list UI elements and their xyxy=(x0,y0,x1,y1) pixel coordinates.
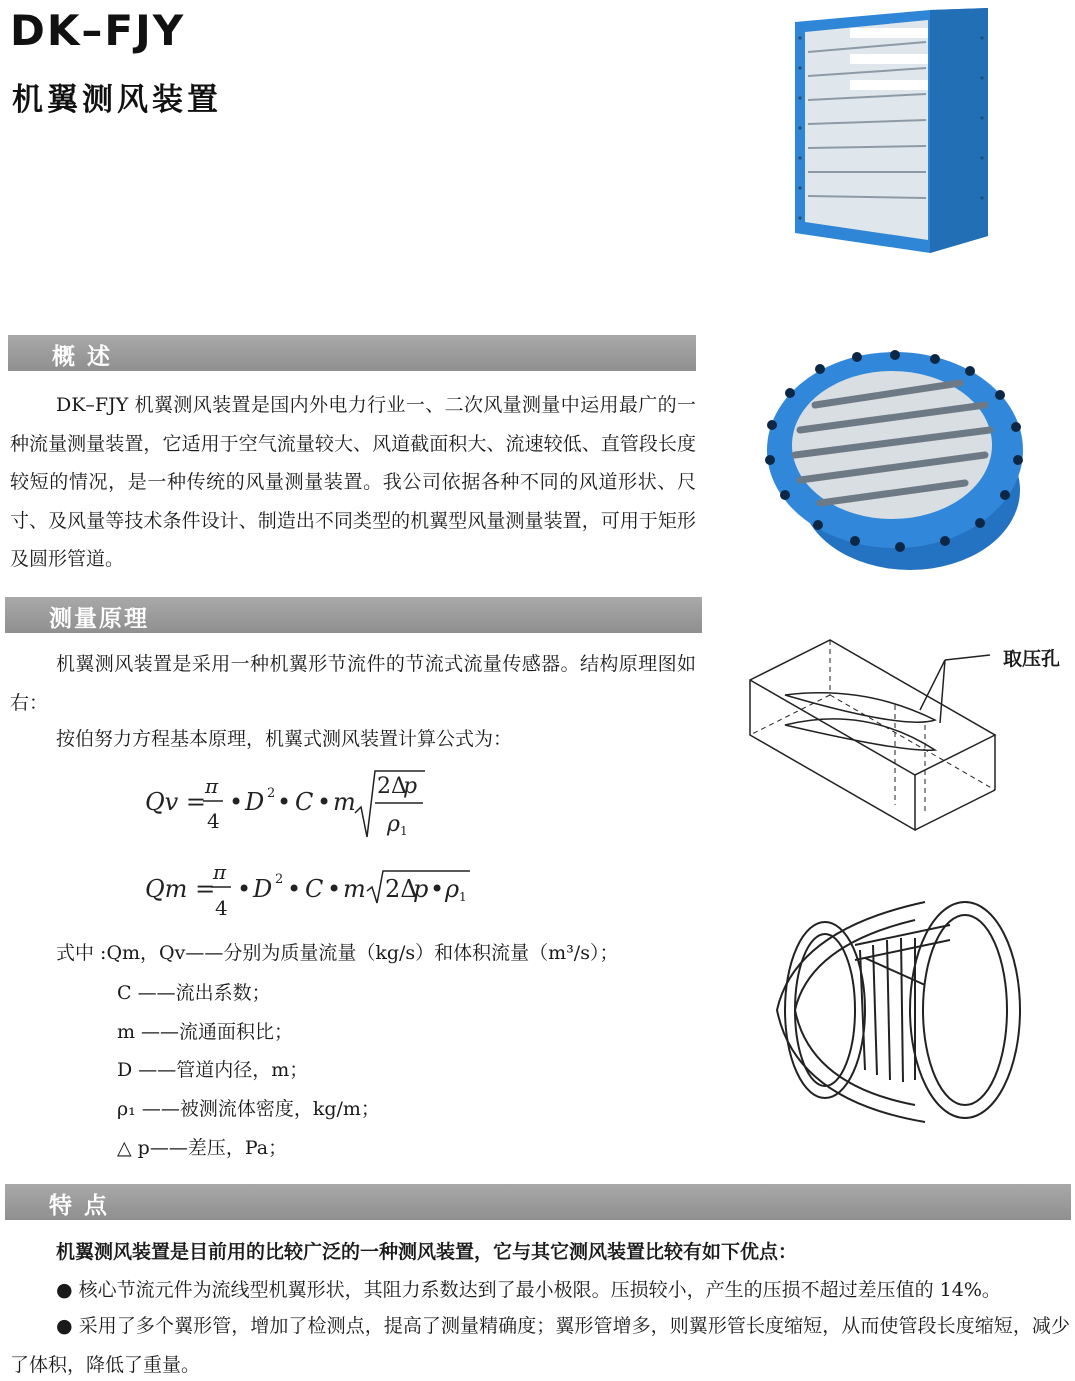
svg-text:π: π xyxy=(213,860,227,884)
formula-volume-flow xyxy=(145,765,445,840)
svg-text:Qm =: Qm = xyxy=(145,875,216,903)
legend-delta-p: △ p——差压，Pa； xyxy=(117,1137,288,1159)
section-bar-features xyxy=(5,1184,1071,1220)
svg-text:D: D xyxy=(253,875,273,903)
principle-intro: 机翼测风装置是采用一种机翼形节流件的节流式流量传感器。结构原理图如右： xyxy=(10,653,696,714)
section-bar-overview xyxy=(8,335,696,371)
svg-text:•: • xyxy=(317,788,332,816)
svg-text:1: 1 xyxy=(459,890,467,904)
feature-item-1: ● 核心节流元件为流线型机翼形状，其阻力系数达到了最小极限。压损较小，产生的压损不超过差压值的 14%。 xyxy=(56,1279,1001,1301)
round-device-image xyxy=(760,345,1025,575)
svg-text:p: p xyxy=(403,774,418,799)
structure-diagram xyxy=(745,635,1000,835)
svg-text:2Δ: 2Δ xyxy=(377,774,407,799)
legend-qm-qv: 式中 :Qm，Qv——分别为质量流量（kg/s）和体积流量（m³/s）； xyxy=(56,942,619,964)
svg-text:C: C xyxy=(295,788,314,816)
svg-text:ρ: ρ xyxy=(387,812,400,837)
section-title-features: 特 点 xyxy=(49,1193,110,1219)
section-bar-principle xyxy=(5,597,702,633)
legend-d: D ——管道内径，m； xyxy=(117,1059,309,1081)
legend-m: m ——流通面积比； xyxy=(117,1021,294,1043)
circular-element-diagram xyxy=(765,890,1030,1140)
svg-text:D: D xyxy=(245,788,265,816)
formula-intro: 按伯努力方程基本原理，机翼式测风装置计算公式为： xyxy=(56,728,513,750)
svg-text:m: m xyxy=(343,875,366,903)
svg-text:2Δ: 2Δ xyxy=(385,875,418,903)
svg-text:•: • xyxy=(327,875,342,903)
svg-text:1: 1 xyxy=(400,824,408,838)
svg-text:2: 2 xyxy=(267,786,276,801)
legend-c: C ——流出系数； xyxy=(117,982,271,1004)
section-title-principle: 测量原理 xyxy=(49,606,149,632)
svg-text:•: • xyxy=(229,788,244,816)
overview-paragraph: DK–FJY 机翼测风装置是国内外电力行业一、二次风量测量中运用最广的一种流量测量装置，它适用于空气流量较大、风道截面积大、流速较低、直管段长度较短的情况，是一种传统的风量测量装置。我公司依据各种不同的风道形状、尺寸、及风量等技术条件设计、制造出不同类型的机翼型风量测量装置，可用于矩形及圆形管道。 xyxy=(10,394,696,570)
svg-text:•: • xyxy=(237,875,252,903)
svg-text:ρ: ρ xyxy=(445,875,460,903)
svg-text:Qv =: Qv = xyxy=(145,788,206,816)
section-title-overview: 概 述 xyxy=(52,344,113,370)
product-subtitle: 机翼测风装置 xyxy=(12,82,222,118)
svg-text:•: • xyxy=(277,788,292,816)
svg-text:4: 4 xyxy=(207,809,220,833)
svg-text:m: m xyxy=(333,788,356,816)
legend-rho: ρ₁ ——被测流体密度，kg/m； xyxy=(117,1098,380,1120)
svg-text:4: 4 xyxy=(215,896,228,920)
model-title: DK–FJY xyxy=(10,6,186,55)
formula-mass-flow xyxy=(145,855,475,925)
rectangular-device-image xyxy=(790,8,995,263)
svg-text:2: 2 xyxy=(275,872,284,887)
feature-item-2: ● 采用了多个翼形管，增加了检测点，提高了测量精确度；翼形管增多，则翼形管长度缩短，从而使管段长度缩短，减少了体积，降低了重量。 xyxy=(10,1315,1070,1376)
features-intro: 机翼测风装置是目前用的比较广泛的一种测风装置，它与其它测风装置比较有如下优点： xyxy=(56,1241,798,1263)
svg-text:C: C xyxy=(305,875,324,903)
svg-text:π: π xyxy=(205,774,219,798)
svg-text:p: p xyxy=(413,875,429,903)
svg-text:•: • xyxy=(287,875,302,903)
svg-text:•: • xyxy=(430,875,445,903)
pressure-tap-label: 取压孔 xyxy=(1003,648,1061,670)
